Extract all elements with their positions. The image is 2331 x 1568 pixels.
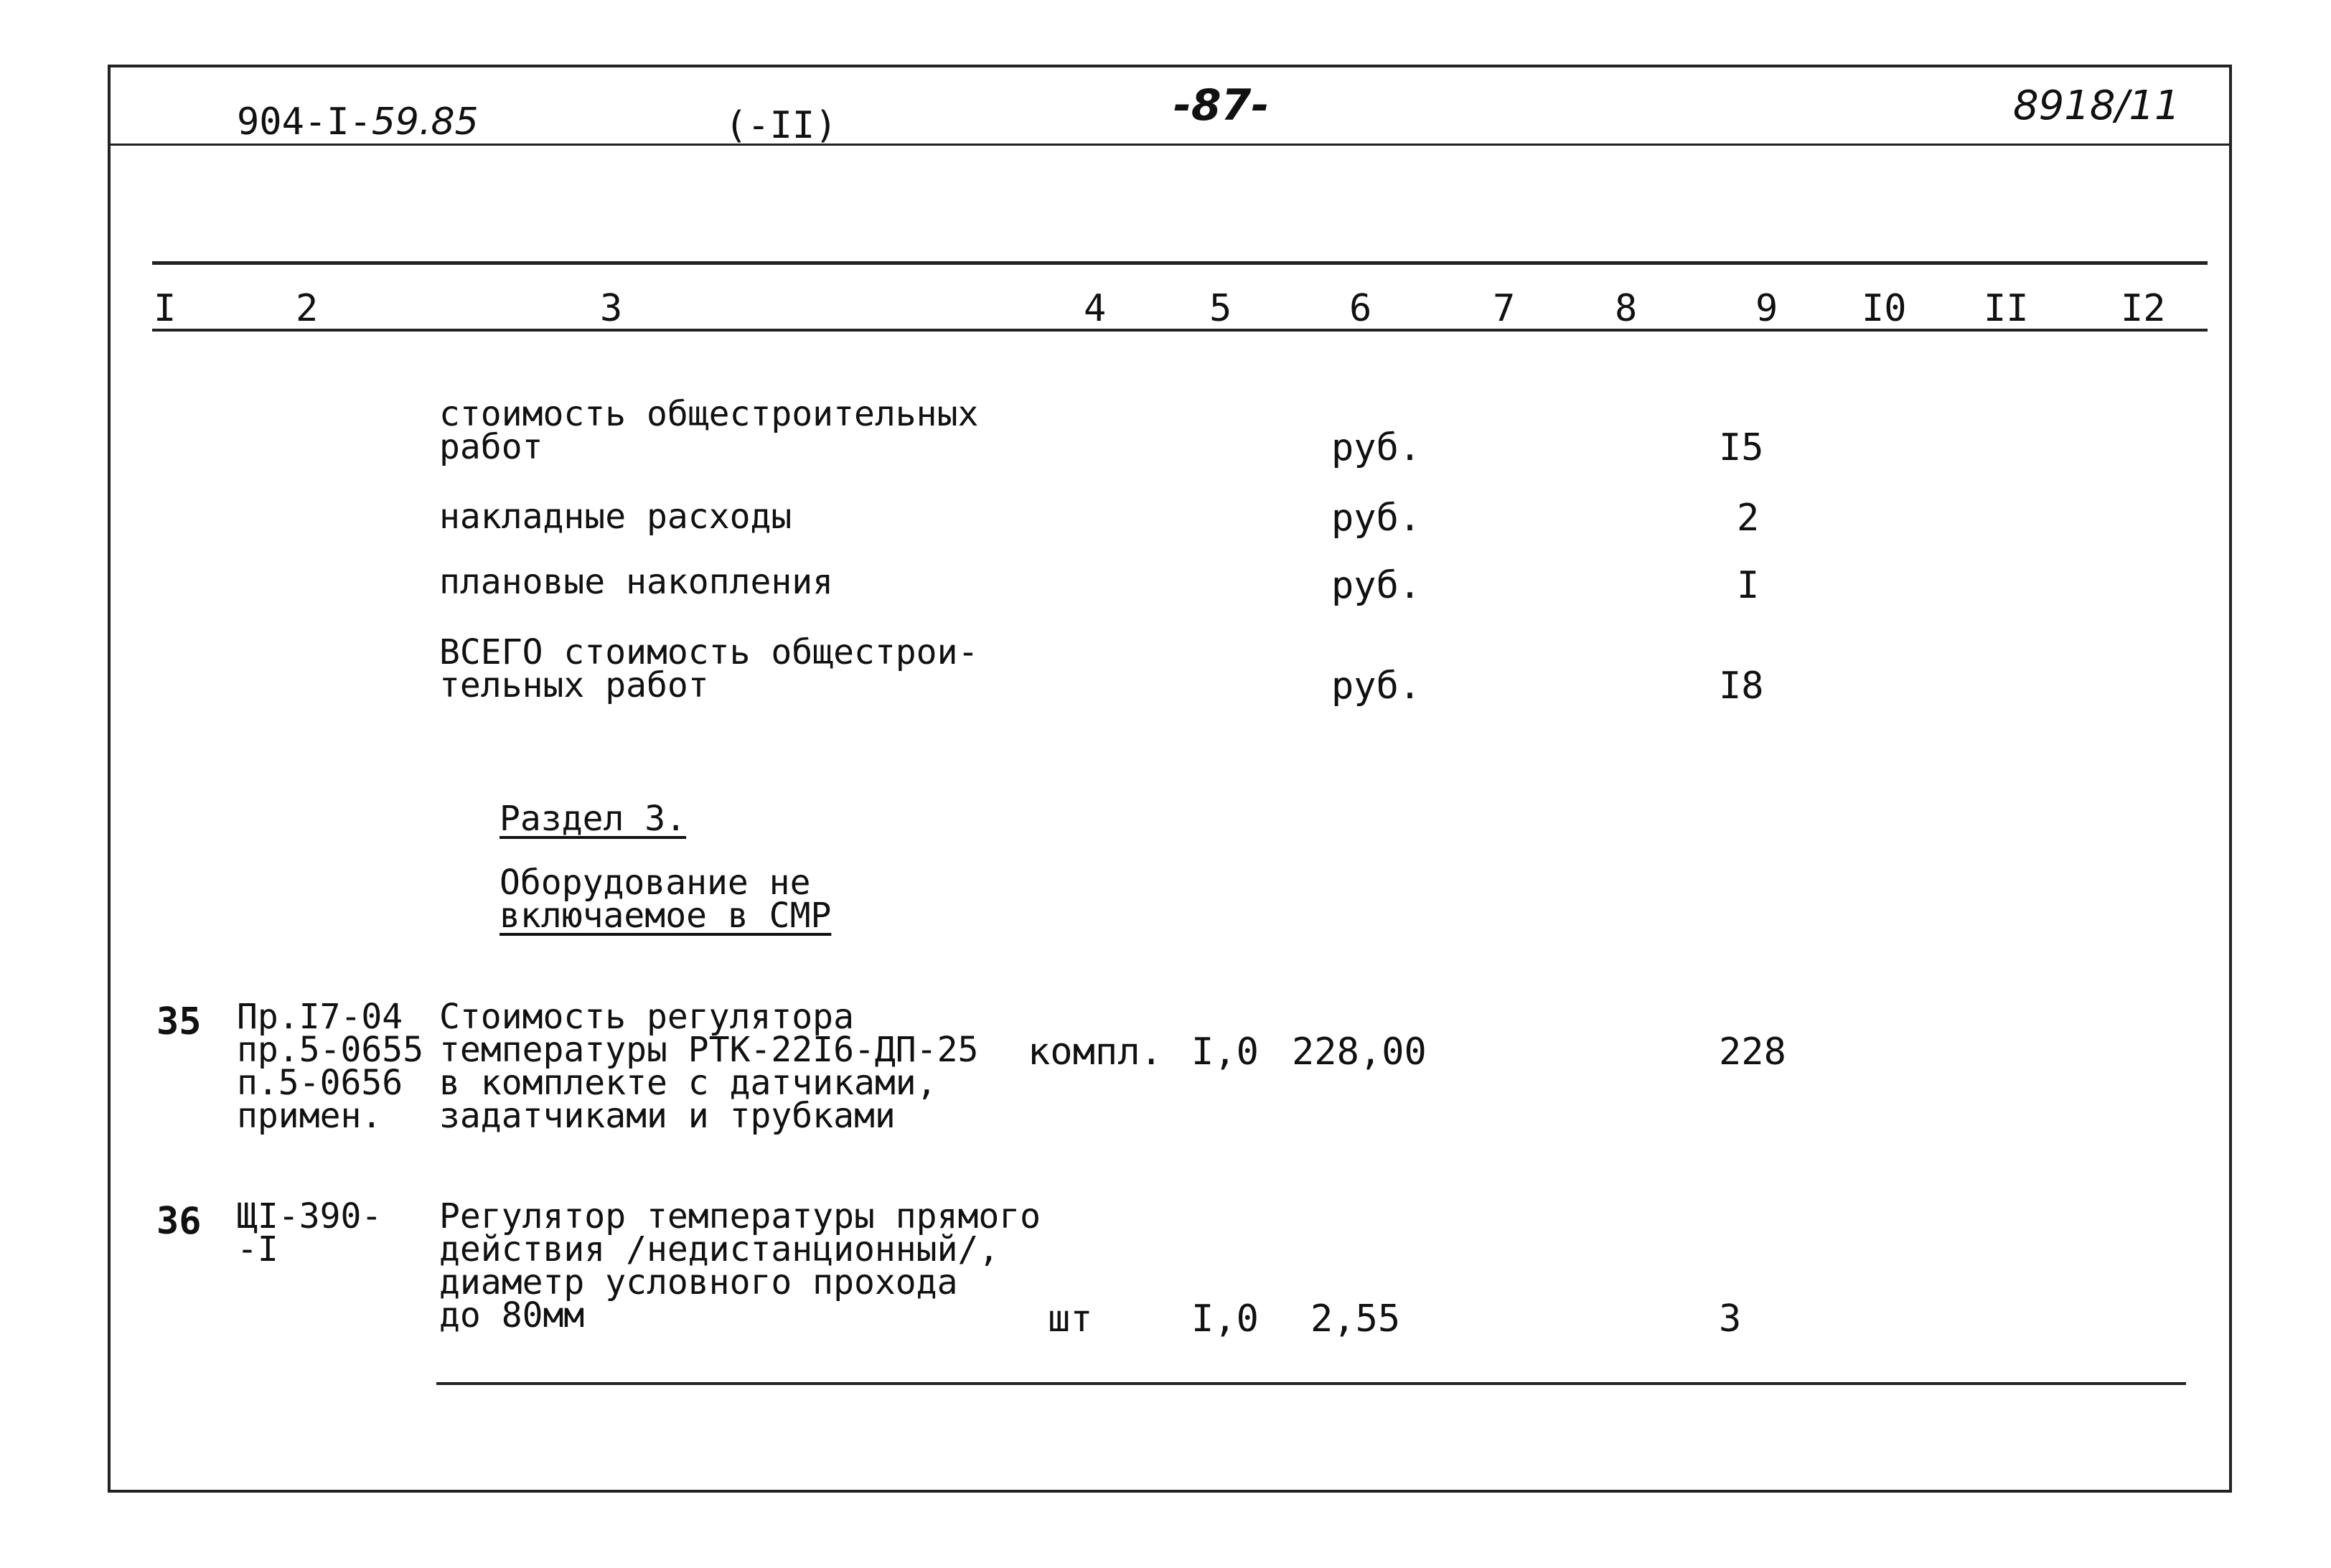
table-top-rule [152, 261, 2208, 265]
page-number: -87- [1173, 80, 1270, 131]
item-price: 2,55 [1310, 1297, 1401, 1341]
doc-number-printed: 904-I- [237, 100, 372, 144]
summary-row-label: плановые накопления [439, 562, 834, 602]
summary-row-unit: руб. [1331, 426, 1422, 469]
item-quantity: I,0 [1191, 1297, 1259, 1341]
item-total: 228 [1719, 1031, 1786, 1074]
table-bottom-rule [436, 1382, 2186, 1385]
item-description: Регулятор температуры прямого действия /недистанционный/, диаметр условного прохода до 80мм [439, 1196, 1041, 1335]
doc-number [237, 100, 479, 144]
column-number: 9 [1755, 287, 1778, 330]
column-number: II [1984, 287, 2029, 330]
summary-row-unit: руб. [1331, 564, 1422, 607]
section-subtitle-line1: Оборудование не [500, 863, 811, 903]
summary-row-label: ВСЕГО стоимость общестрои- тельных работ [439, 632, 979, 705]
archive-number: 8918/11 [2013, 83, 2180, 129]
column-number: 8 [1615, 287, 1638, 330]
frame-right-line [2229, 65, 2232, 1493]
summary-row-total: I5 [1719, 426, 1764, 469]
summary-row-unit: руб. [1331, 497, 1422, 540]
header-underline [108, 144, 2232, 146]
item-number: 35 [156, 1000, 202, 1043]
item-unit: шт [1048, 1297, 1093, 1341]
item-quantity: I,0 [1191, 1031, 1259, 1074]
frame-top-line [108, 65, 2232, 67]
item-unit: компл. [1028, 1031, 1163, 1074]
summary-row-total: 2 [1737, 497, 1760, 540]
column-number: 4 [1084, 287, 1107, 330]
column-number: 2 [296, 287, 319, 330]
column-number: I2 [2121, 287, 2166, 330]
column-number: 3 [600, 287, 623, 330]
item-reference: Пр.I7-04 пр.5-0655 п.5-0656 примен. [237, 997, 424, 1136]
summary-row-unit: руб. [1331, 665, 1422, 708]
document-part: (-II) [725, 104, 838, 147]
item-total: 3 [1719, 1297, 1742, 1341]
doc-number-handwritten: 59.85 [371, 100, 479, 144]
section-subtitle-line2: включаемое в СМР [500, 896, 832, 936]
summary-row-total: I [1737, 564, 1760, 607]
section-title: Раздел 3. [500, 799, 687, 839]
column-number: I [154, 287, 177, 330]
column-number: I0 [1862, 287, 1907, 330]
item-description: Стоимость регулятора температуры РТК-22I6-ДП-25 в комплекте с датчиками, задатчиками и трубками [439, 997, 979, 1136]
summary-row-label: накладные расходы [439, 497, 792, 537]
summary-row-total: I8 [1719, 665, 1764, 708]
item-number: 36 [156, 1200, 202, 1243]
column-number: 5 [1209, 287, 1232, 330]
column-number: 6 [1349, 287, 1372, 330]
frame-left-line [108, 65, 111, 1493]
item-reference: ЩI-390- -I [237, 1196, 383, 1269]
frame-bottom-line [108, 1490, 2232, 1493]
column-number: 7 [1493, 287, 1516, 330]
summary-row-label: стоимость общестроительных работ [439, 394, 979, 467]
item-price: 228,00 [1292, 1031, 1427, 1074]
